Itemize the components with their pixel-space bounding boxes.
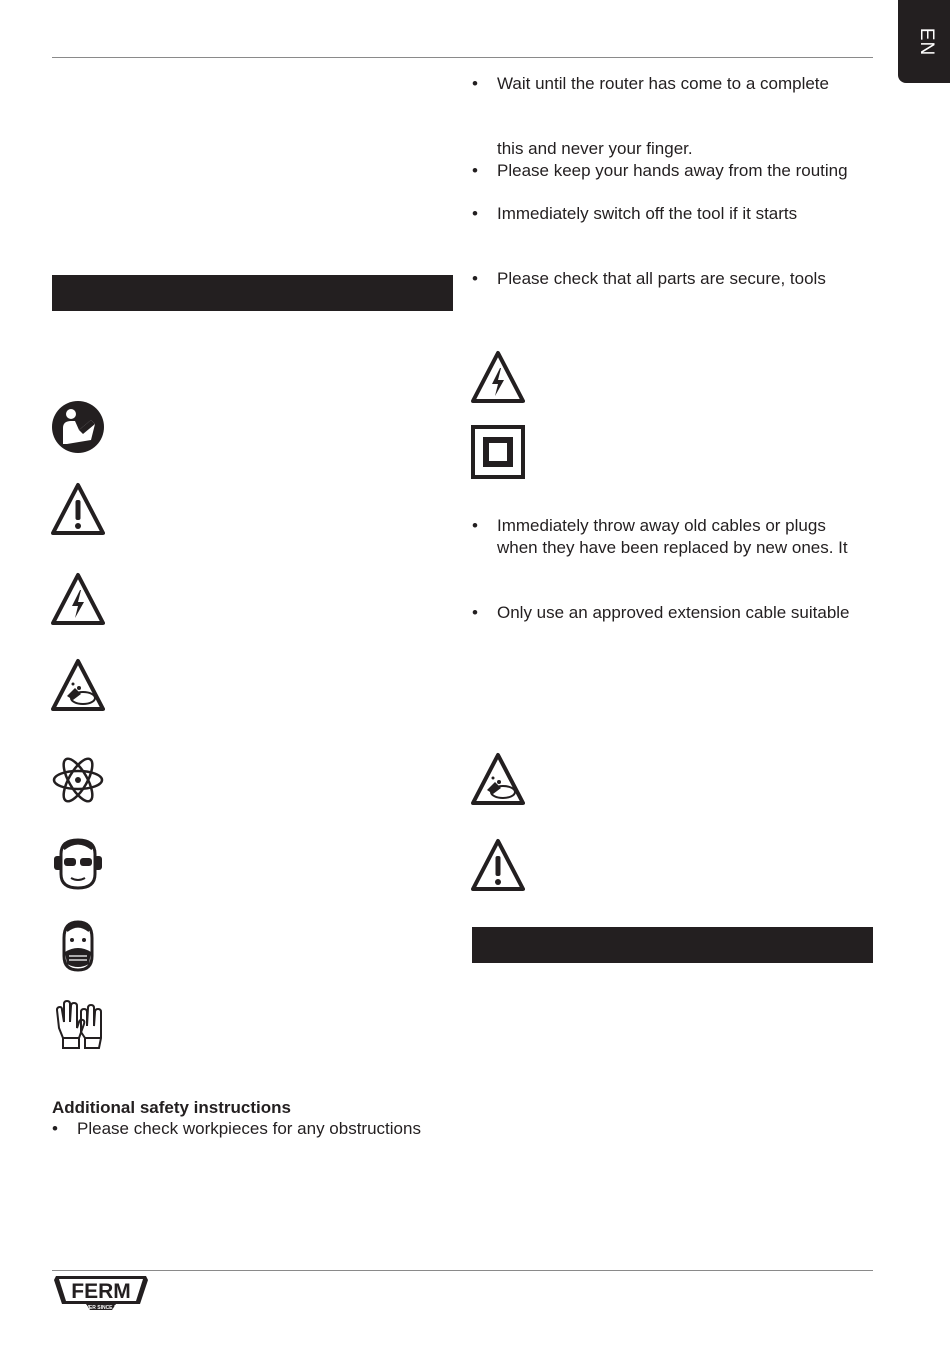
bullet-glyph: •: [472, 204, 478, 223]
right-bullet-parts-secure: Please check that all parts are secure, tools: [497, 269, 826, 288]
flying-debris-warning-icon: [471, 752, 525, 806]
left-bullet-obstructions: Please check workpieces for any obstructions: [77, 1119, 421, 1138]
electric-shock-warning-icon: [51, 572, 105, 626]
footer-rule: [52, 1270, 873, 1271]
double-insulation-icon: [471, 425, 525, 479]
right-bullet-switch-off: Immediately switch off the tool if it starts: [497, 204, 798, 223]
eye-ear-protection-icon: [51, 836, 105, 890]
section-header-bar-left: [52, 275, 453, 311]
bullet-glyph: •: [52, 1119, 58, 1138]
section-header-bar-right: [472, 927, 873, 963]
right-bullet-extension-cable: Only use an approved extension cable suitable: [497, 603, 850, 622]
bullet-glyph: •: [472, 269, 478, 288]
general-warning-icon: [51, 482, 105, 536]
svg-text:POWER SINCE 1941: POWER SINCE 1941: [76, 1305, 126, 1311]
header-rule: [52, 57, 873, 58]
svg-text:FERM: FERM: [71, 1280, 131, 1303]
general-warning-icon: [471, 838, 525, 892]
radiation-dust-icon: [51, 753, 105, 807]
read-manual-icon: [51, 400, 105, 454]
language-tab: [898, 0, 950, 83]
bullet-glyph: •: [472, 74, 478, 93]
bullet-glyph: •: [472, 603, 478, 622]
protective-gloves-icon: [51, 998, 105, 1052]
right-bullet-hands-away: Please keep your hands away from the routing: [497, 161, 848, 180]
bullet-glyph: •: [472, 161, 478, 180]
language-label: EN: [916, 27, 937, 57]
electric-shock-warning-icon: [471, 350, 525, 404]
additional-safety-heading: Additional safety instructions: [52, 1098, 291, 1117]
right-bullet-old-cables-line2: when they have been replaced by new ones. It: [497, 538, 848, 557]
right-continuation-finger: this and never your finger.: [497, 139, 693, 158]
bullet-glyph: •: [472, 516, 478, 535]
flying-debris-warning-icon: [51, 658, 105, 712]
right-bullet-router-stop: Wait until the router has come to a complete: [497, 74, 829, 93]
ferm-logo: [52, 1274, 150, 1318]
dust-mask-icon: [51, 918, 105, 972]
right-bullet-old-cables-line1: Immediately throw away old cables or plugs: [497, 516, 826, 535]
